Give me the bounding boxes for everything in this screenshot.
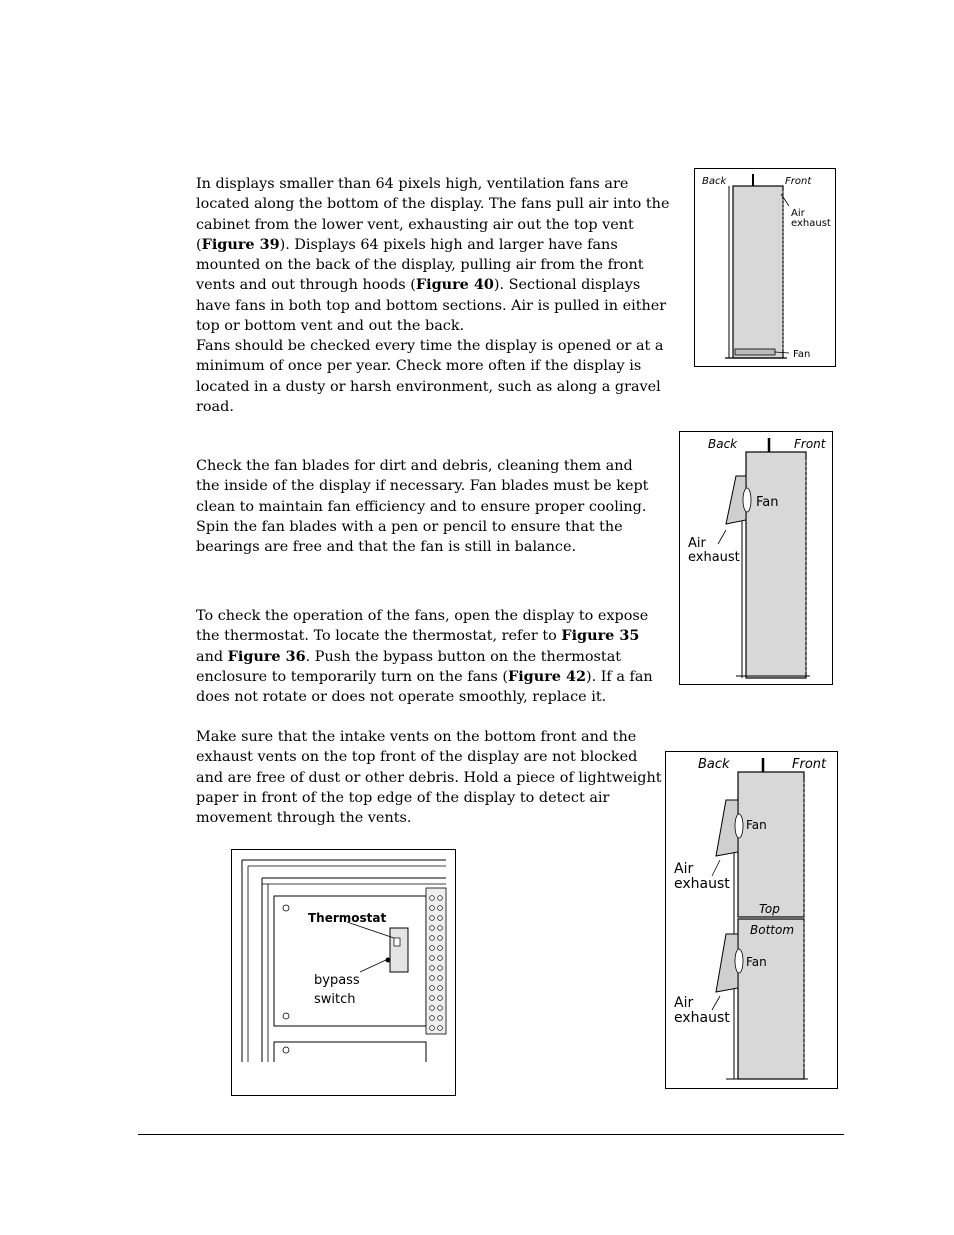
label-fan: Fan <box>793 349 811 360</box>
pointer-air-top <box>712 860 720 876</box>
footer-rule <box>138 1134 844 1135</box>
label-air-top: Air <box>674 861 694 877</box>
text-span: ). If a fan does not rotate or does not operate smoothly, replace it. <box>196 668 653 706</box>
text-span: ). Displays 64 pixels high and larger have fans mounted on the back of the display, pulling air from the front vents and out through hoods ( <box>196 236 644 294</box>
cabinet-body <box>733 186 783 358</box>
figure-39-svg <box>695 169 835 366</box>
label-bypass: bypass <box>314 973 360 988</box>
label-fan-bottom: Fan <box>746 955 767 969</box>
text-span: ). Sectional displays have fans in both top and bottom sections. Air is pulled in either top or bottom vent and out the back. <box>196 277 667 335</box>
fan-icon-top <box>735 814 743 838</box>
thermostat-dial <box>394 938 400 946</box>
label-thermostat: Thermostat <box>308 911 387 925</box>
label-bottom: Bottom <box>750 923 795 937</box>
cabinet-body <box>746 452 806 678</box>
terminal-strip <box>426 888 446 1034</box>
bypass-switch-button <box>386 958 391 963</box>
pointer-air-bottom <box>712 996 720 1010</box>
text-span: To check the operation of the fans, open the display to expose the thermostat. To locate the thermostat, refer to <box>196 608 649 645</box>
fan-icon <box>743 488 751 512</box>
paragraph-fan-operation <box>196 606 660 707</box>
label-air-bottom: Air <box>674 995 694 1011</box>
figure-crop-mask <box>232 1062 455 1095</box>
label-switch: switch <box>314 992 356 1007</box>
label-front: Front <box>785 176 812 187</box>
label-exhaust: exhaust <box>688 550 740 565</box>
label-back: Back <box>698 757 730 772</box>
label-air: Air <box>791 208 805 219</box>
label-top: Top <box>759 902 780 916</box>
label-back: Back <box>708 437 738 451</box>
text-span: In displays smaller than 64 pixels high, ventilation fans are located along the bottom of the display. The fans pull air into the cabinet from the lower vent, exhausting air out the top vent ( <box>196 176 670 253</box>
figure-40-back-fan-diagram <box>679 431 833 685</box>
bottom-section <box>738 919 804 1079</box>
label-exhaust: exhaust <box>791 218 831 229</box>
paragraph-fan-blades: Check the fan blades for dirt and debris, cleaning them and the inside of the display if necessary. Fan blades must be kept clean to maintain fan efficiency and to ensure proper cooling. Spin the fan blades with a pen or pencil to ensure that the bearings are free and that the fan is still in balance. <box>196 458 649 556</box>
fan-unit <box>735 349 775 355</box>
figure-ref-42: Figure 42 <box>508 667 586 685</box>
text-span: . Push the bypass button on the thermostat enclosure to temporarily turn on the fans ( <box>196 648 622 685</box>
figure-ref-36: Figure 36 <box>227 647 306 665</box>
figure-ref-39: Figure 39 <box>201 235 280 253</box>
paragraph-vents: Make sure that the intake vents on the bottom front and the exhaust vents on the top front of the display are not blocked and are free of dust or other debris. Hold a piece of lightweight paper in front of the top edge of the display to detect air movement through the vents. <box>196 729 662 827</box>
label-fan: Fan <box>756 495 779 510</box>
top-section <box>738 772 804 917</box>
label-fan-top: Fan <box>746 818 767 832</box>
label-back: Back <box>702 176 727 187</box>
pointer-air <box>718 530 726 544</box>
fan-icon-bottom <box>735 949 743 973</box>
label-air: Air <box>688 536 706 551</box>
paragraph-fan-check-frequency: Fans should be checked every time the display is opened or at a minimum of once per year. Check more often if the display is located in a dusty or harsh environment, such as along a gravel road. <box>196 338 664 415</box>
figure-42-thermostat-diagram <box>231 849 456 1096</box>
label-exhaust-top: exhaust <box>674 876 730 892</box>
label-front: Front <box>792 757 827 772</box>
label-exhaust-bottom: exhaust <box>674 1010 730 1026</box>
figure-42-svg <box>232 850 455 1095</box>
figure-40-svg <box>680 432 832 684</box>
figure-ref-40: Figure 40 <box>415 276 494 294</box>
figure-41-svg <box>666 752 837 1088</box>
text-span: and <box>196 648 228 665</box>
paragraph-fan-location <box>196 174 674 336</box>
figure-ref-35: Figure 35 <box>561 627 640 645</box>
label-front: Front <box>794 437 826 451</box>
figure-41-sectional-fan-diagram <box>665 751 838 1089</box>
thermostat-enclosure <box>390 928 408 972</box>
figure-39-bottom-fan-diagram <box>694 168 836 367</box>
